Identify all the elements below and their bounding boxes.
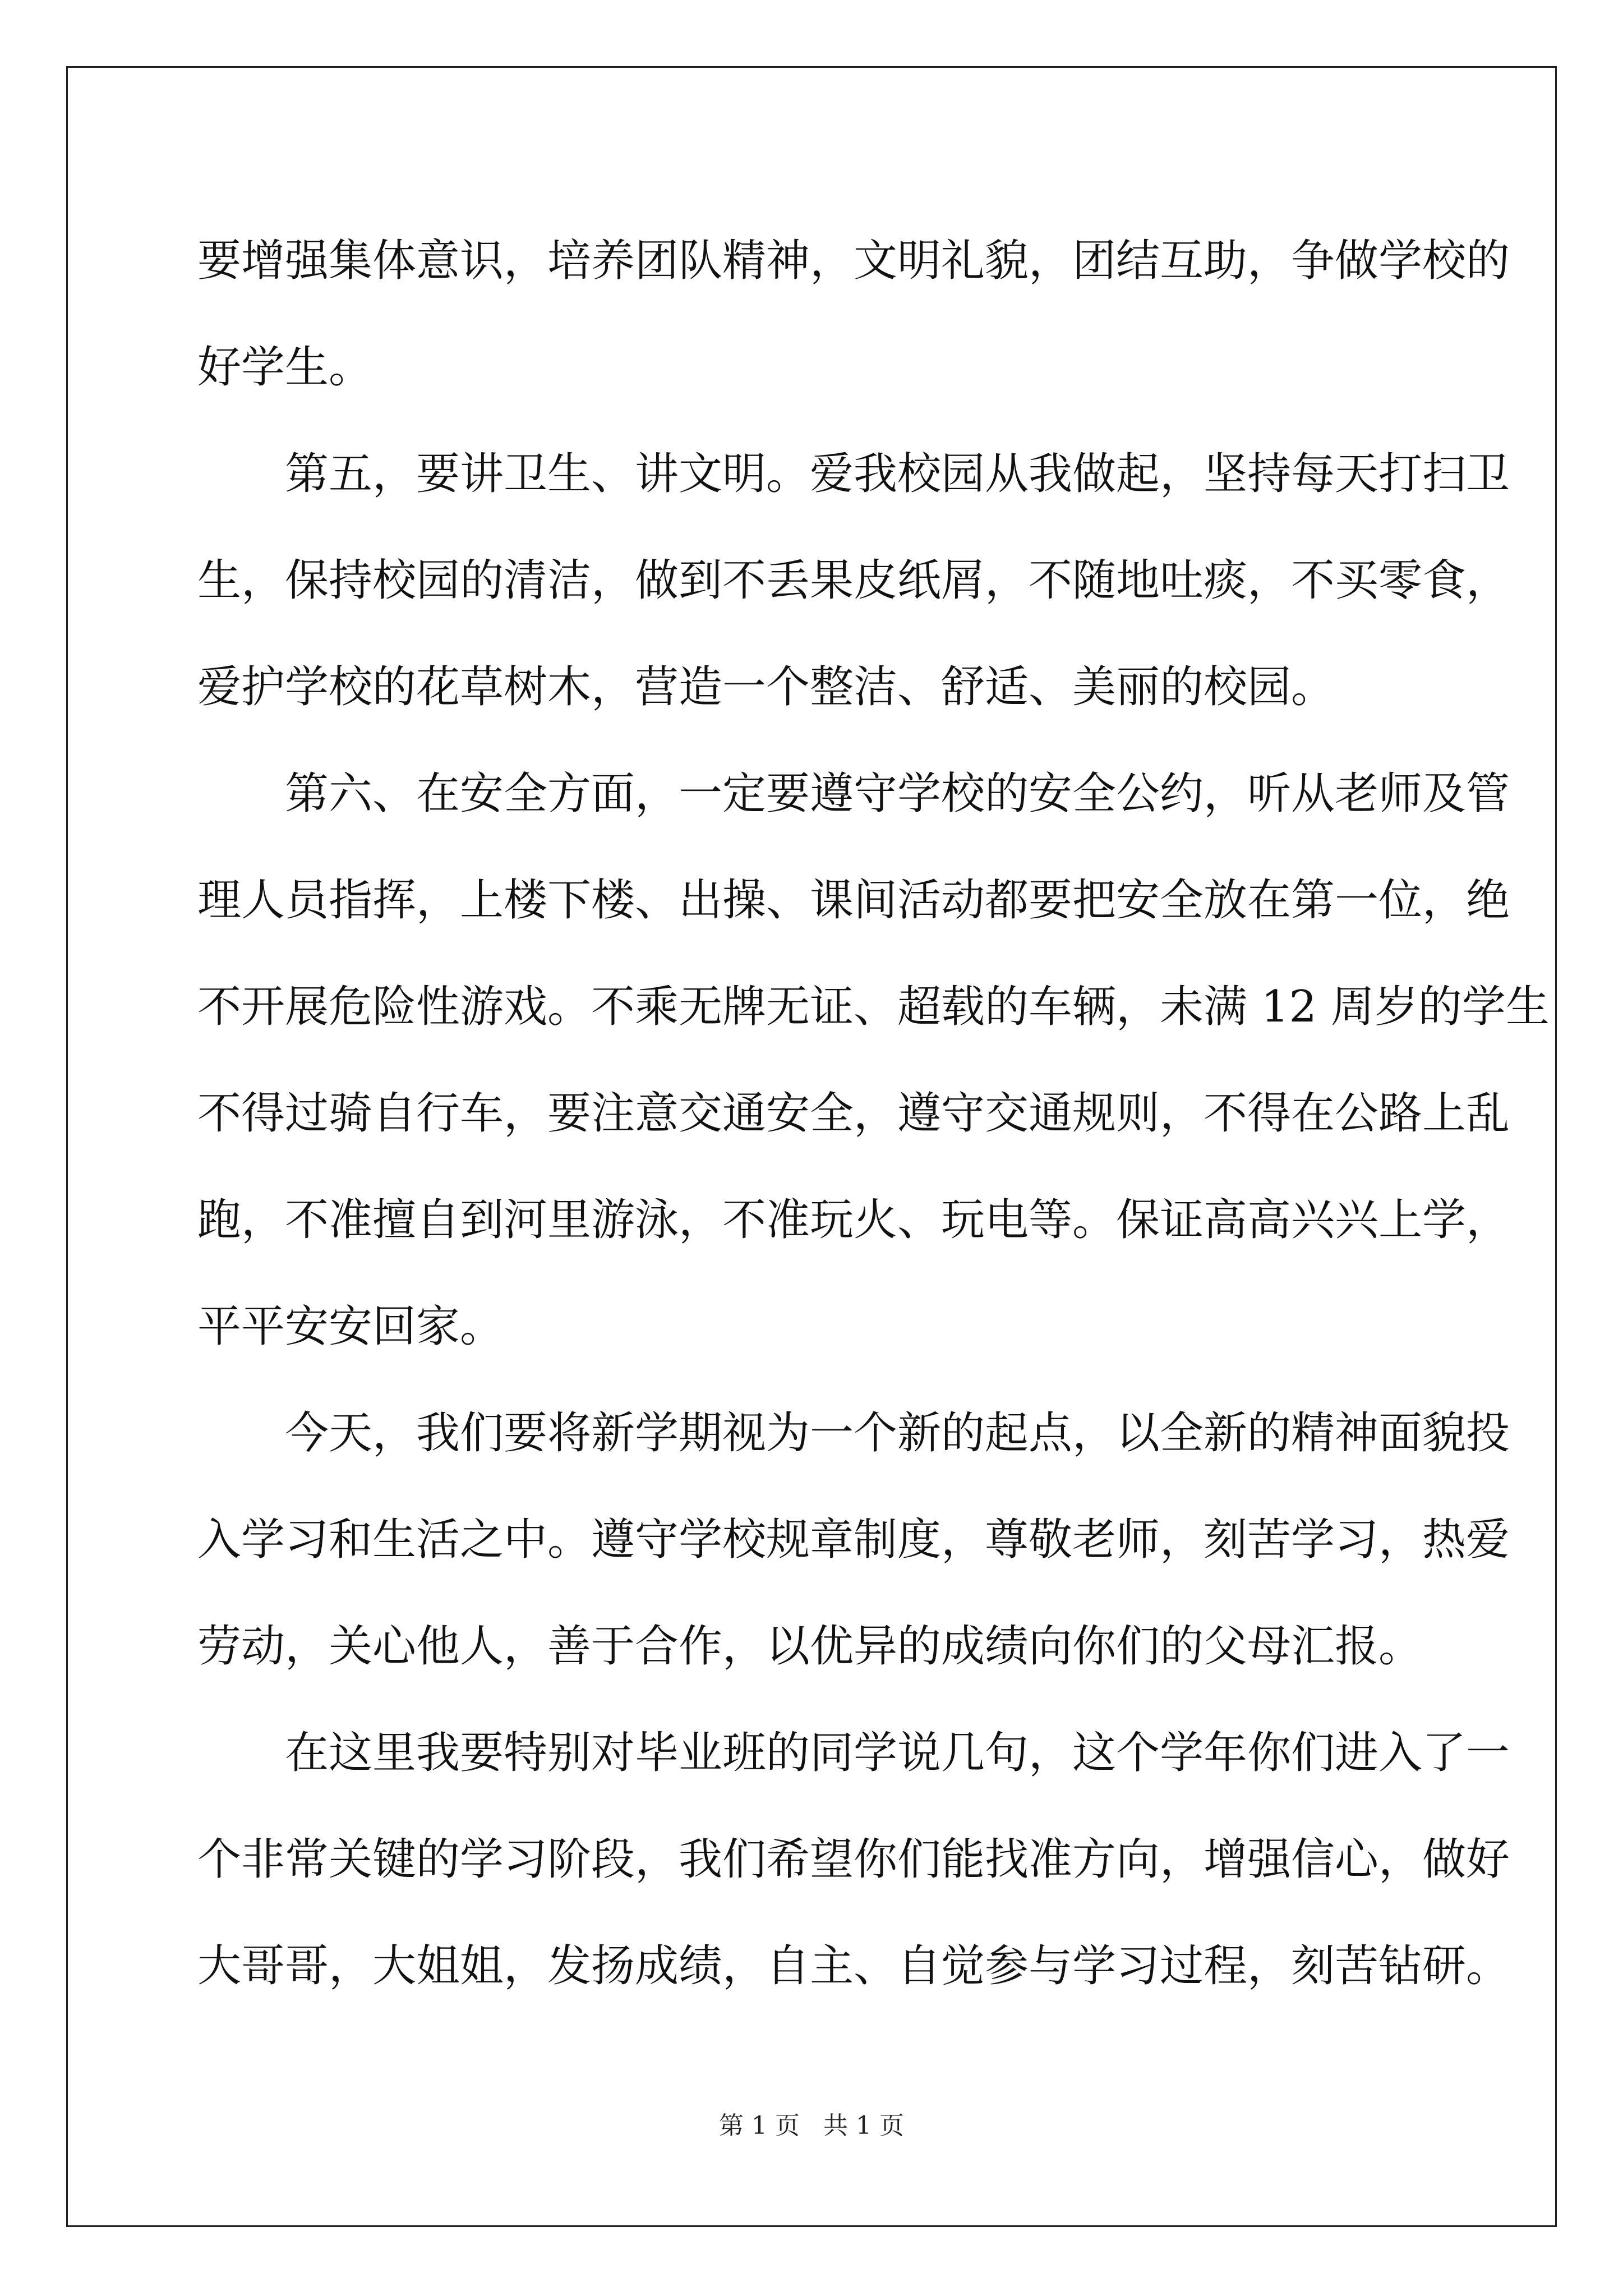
text-line: 跑，不准擅自到河里游泳，不准玩火、玩电等。保证高高兴兴上学，	[197, 1195, 1510, 1245]
text-line: 爱护学校的花草树木，营造一个整洁、舒适、美丽的校园。	[197, 662, 1335, 712]
text-line: 劳动，关心他人，善于合作，以优异的成绩向你们的父母汇报。	[197, 1621, 1423, 1672]
text-line: 大哥哥，大姐姐，发扬成绩，自主、自觉参与学习过程，刻苦钻研。	[197, 1941, 1510, 1991]
text-line: 第五，要讲卫生、讲文明。爱我校园从我做起，坚持每天打扫卫	[285, 449, 1510, 499]
text-line: 在这里我要特别对毕业班的同学说几句，这个学年你们进入了一	[285, 1728, 1510, 1778]
text-line: 理人员指挥，上楼下楼、出操、课间活动都要把安全放在第一位，绝	[197, 875, 1510, 926]
page-number: 第 1 页	[719, 2111, 800, 2140]
text-line: 不得过骑自行车，要注意交通安全，遵守交通规则，不得在公路上乱	[197, 1088, 1510, 1139]
text-line: 要增强集体意识，培养团队精神，文明礼貌，团结互助，争做学校的	[197, 236, 1510, 286]
text-line: 不开展危险性游戏。不乘无牌无证、超载的车辆，未满 12 周岁的学生	[197, 982, 1550, 1032]
text-line: 生，保持校园的清洁，做到不丢果皮纸屑，不随地吐痰，不买零食，	[197, 555, 1510, 606]
text-line: 平平安安回家。	[197, 1301, 504, 1352]
text-line: 个非常关键的学习阶段，我们希望你们能找准方向，增强信心，做好	[197, 1834, 1510, 1885]
page-total: 共 1 页	[823, 2111, 904, 2140]
text-line: 第六、在安全方面，一定要遵守学校的安全公约，听从老师及管	[285, 769, 1510, 819]
text-line: 好学生。	[197, 342, 373, 393]
page-footer	[0, 2109, 1623, 2143]
text-line: 入学习和生活之中。遵守学校规章制度，尊敬老师，刻苦学习，热爱	[197, 1515, 1510, 1565]
document-body	[197, 208, 1550, 2019]
text-line: 今天，我们要将新学期视为一个新的起点，以全新的精神面貌投	[285, 1408, 1510, 1458]
